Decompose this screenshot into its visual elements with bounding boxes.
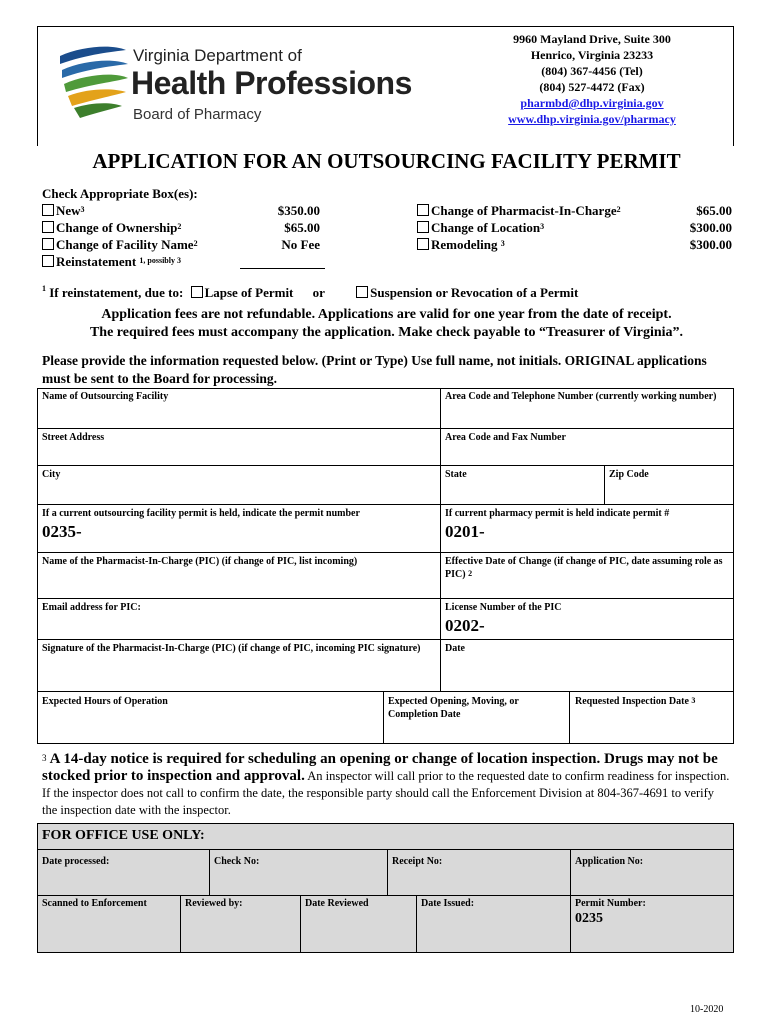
effective-date-label xyxy=(445,555,730,581)
option-change-pic-sup: 2 xyxy=(616,205,621,214)
checkbox-change-location[interactable] xyxy=(417,221,429,233)
dhp-logo-icon xyxy=(52,44,132,122)
lapse-permit-label: Lapse of Permit xyxy=(204,285,294,300)
date-label: Date xyxy=(445,643,465,654)
office-col xyxy=(416,895,417,953)
inspection-notice xyxy=(42,751,732,819)
office-divider xyxy=(37,895,734,896)
office-divider xyxy=(37,849,734,850)
notice-bold: A 14-day notice is required for scheduling an opening or change of location inspection. Drugs may not be stocked prior to inspection and approval. xyxy=(42,751,718,784)
scanned-label: Scanned to Enforcement xyxy=(42,898,147,909)
instructions: Please provide the information requested below. (Print or Type) Use full name, not initials. ORIGINAL applications must be sent to the Board for processing. xyxy=(42,353,707,386)
current-permit-label: If a current outsourcing facility permit is held, indicate the permit number xyxy=(42,508,360,519)
office-col xyxy=(180,895,181,953)
footer-version: 10-2020 xyxy=(690,1004,724,1015)
opening-date-label: Expected Opening, Moving, or Completion Date xyxy=(388,696,519,720)
opening-date-field[interactable] xyxy=(384,722,568,743)
checkbox-change-facility-name[interactable] xyxy=(42,238,54,250)
date-issued-label: Date Issued: xyxy=(421,898,475,909)
option-change-facility-name-label: Change of Facility Name xyxy=(56,237,194,252)
state-label: State xyxy=(445,469,467,480)
inspection-date-field[interactable] xyxy=(570,709,733,743)
header-address xyxy=(480,31,704,127)
option-new[interactable] xyxy=(42,202,198,219)
permit-number-value: 0235 xyxy=(575,911,603,926)
office-heading: FOR OFFICE USE ONLY: xyxy=(42,828,205,843)
hours-field[interactable] xyxy=(38,709,382,743)
tel-line: (804) 367-4456 (Tel) xyxy=(541,64,643,78)
hours-label: Expected Hours of Operation xyxy=(42,696,168,707)
fee-total-line xyxy=(240,268,325,269)
street-field[interactable] xyxy=(38,445,439,464)
option-change-ownership-sup: 2 xyxy=(177,222,182,231)
checkbox-change-pic[interactable] xyxy=(417,204,429,216)
pic-name-label: Name of the Pharmacist-In-Charge (PIC) (if change of PIC, list incoming) xyxy=(42,556,358,567)
office-col xyxy=(209,849,210,895)
pharmacy-permit-label: If current pharmacy permit is held indicate permit # xyxy=(445,508,670,519)
checkbox-change-ownership[interactable] xyxy=(42,221,54,233)
row-divider xyxy=(37,504,734,505)
page-title: APPLICATION FOR AN OUTSOURCING FACILITY PERMIT xyxy=(92,149,681,173)
zip-label: Zip Code xyxy=(609,469,649,480)
city-field[interactable] xyxy=(38,482,439,503)
row-divider xyxy=(37,639,734,640)
row-divider xyxy=(37,598,734,599)
option-change-facility-name[interactable] xyxy=(42,236,198,253)
pic-email-label: Email address for PIC: xyxy=(42,602,141,613)
date-processed-label: Date processed: xyxy=(42,856,110,867)
fee-change-location: $300.00 xyxy=(689,220,732,235)
reviewed-by-label: Reviewed by: xyxy=(185,898,243,909)
agency-line2: Health Professions xyxy=(131,65,412,101)
option-change-ownership[interactable] xyxy=(42,219,198,236)
option-change-location-sup: 3 xyxy=(540,222,545,231)
city-label: City xyxy=(42,469,61,480)
pic-name-field[interactable] xyxy=(38,570,439,597)
checkbox-reinstatement[interactable] xyxy=(42,255,54,267)
fee-remodeling: $300.00 xyxy=(689,237,732,252)
reinstatement-sup: 1 xyxy=(42,284,46,293)
email-link[interactable]: pharmbd@dhp.virginia.gov xyxy=(520,96,664,110)
effective-date-field[interactable] xyxy=(441,582,733,597)
state-field[interactable] xyxy=(441,482,603,503)
street-label: Street Address xyxy=(42,432,105,443)
option-reinstatement[interactable] xyxy=(42,253,198,270)
checkbox-remodeling[interactable] xyxy=(417,238,429,250)
reinstatement-or: or xyxy=(312,285,325,300)
option-change-pic-label: Change of Pharmacist-In-Charge xyxy=(431,203,617,218)
fax-label: Area Code and Fax Number xyxy=(445,432,566,443)
fees-note-2: The required fees must accompany the application. Make check payable to “Treasurer of Virginia”. xyxy=(89,325,684,340)
website-link[interactable]: www.dhp.virginia.gov/pharmacy xyxy=(508,112,676,126)
option-change-location[interactable] xyxy=(417,219,621,236)
office-col xyxy=(300,895,301,953)
permit-number-label: Permit Number: xyxy=(575,898,646,909)
checkbox-suspension[interactable] xyxy=(356,286,368,298)
address-line1: 9960 Mayland Drive, Suite 300 xyxy=(513,32,671,46)
notice-normal: An inspector will call prior to the requested date to confirm readiness for inspection. If the inspector does not call to confirm the date, the responsible party should call the Enforcement Division at 804-367-4691 to verify the inspection date with the inspector. xyxy=(42,769,730,817)
fee-change-facility-name: No Fee xyxy=(281,237,320,252)
option-new-label: New xyxy=(56,203,81,218)
option-reinstatement-label: Reinstatement xyxy=(56,254,137,269)
phone-field[interactable] xyxy=(441,415,733,427)
date-reviewed-label: Date Reviewed xyxy=(305,898,369,909)
inspection-date-label xyxy=(575,695,735,708)
zip-field[interactable] xyxy=(605,482,733,503)
reinstatement-prefix: If reinstatement, due to: xyxy=(49,285,184,300)
date-field[interactable] xyxy=(441,656,733,690)
office-col xyxy=(570,849,571,953)
license-number-field[interactable]: 0202- xyxy=(445,616,485,635)
fee-change-ownership: $65.00 xyxy=(284,220,320,235)
right-fees xyxy=(650,202,732,253)
office-col xyxy=(387,849,388,895)
row-divider xyxy=(37,465,734,466)
option-change-pic[interactable] xyxy=(417,202,621,219)
facility-name-field[interactable] xyxy=(38,404,439,427)
agency-line3: Board of Pharmacy xyxy=(133,106,262,123)
phone-label: Area Code and Telephone Number (currently working number) xyxy=(445,391,717,402)
address-line2: Henrico, Virginia 23233 xyxy=(530,48,654,62)
option-change-ownership-label: Change of Ownership xyxy=(56,220,178,235)
signature-field[interactable] xyxy=(38,668,439,690)
right-checklist xyxy=(417,202,621,253)
option-remodeling-sup: 3 xyxy=(500,239,505,248)
row-divider xyxy=(37,691,734,692)
fee-change-pic: $65.00 xyxy=(696,203,732,218)
check-heading: Check Appropriate Box(es): xyxy=(42,186,198,201)
effective-date-sup: 2 xyxy=(468,569,473,578)
suspension-label: Suspension or Revocation of a Permit xyxy=(370,285,579,300)
inspection-date-sup: 3 xyxy=(691,696,696,705)
pic-email-field[interactable] xyxy=(38,615,439,638)
fees-note-1: Application fees are not refundable. Applications are valid for one year from the date of receipt. xyxy=(101,307,672,322)
col-divider xyxy=(440,388,441,691)
agency-line1: Virginia Department of xyxy=(133,46,302,65)
option-remodeling[interactable] xyxy=(417,236,621,253)
signature-label: Signature of the Pharmacist-In-Charge (PIC) (if change of PIC, incoming PIC signature) xyxy=(42,643,421,654)
facility-name-label: Name of Outsourcing Facility xyxy=(42,391,169,402)
left-checklist xyxy=(42,202,198,270)
fee-new: $350.00 xyxy=(277,203,320,218)
check-no-label: Check No: xyxy=(214,856,260,867)
option-change-facility-name-sup: 2 xyxy=(193,239,198,248)
checkbox-lapse-permit[interactable] xyxy=(191,286,203,298)
fax-field[interactable] xyxy=(441,445,733,464)
option-new-sup: 3 xyxy=(80,205,85,214)
checkbox-new[interactable] xyxy=(42,204,54,216)
pharmacy-permit-field[interactable]: 0201- xyxy=(445,522,485,541)
row-divider xyxy=(37,552,734,553)
notice-sup: 3 xyxy=(42,753,47,763)
effective-date-text: Effective Date of Change (if change of PIC, date assuming role as PIC) xyxy=(445,556,723,580)
option-reinstatement-sup: 1, possibly 3 xyxy=(139,256,181,265)
option-change-location-label: Change of Location xyxy=(431,220,541,235)
left-fees xyxy=(240,202,320,253)
reinstatement-line xyxy=(42,285,578,301)
row-divider xyxy=(37,428,734,429)
application-no-label: Application No: xyxy=(575,856,644,867)
inspection-date-text: Requested Inspection Date xyxy=(575,696,689,707)
license-number-label: License Number of the PIC xyxy=(445,602,562,613)
receipt-no-label: Receipt No: xyxy=(392,856,443,867)
option-remodeling-label: Remodeling xyxy=(431,237,498,252)
current-permit-field[interactable]: 0235- xyxy=(42,522,82,541)
fax-line: (804) 527-4472 (Fax) xyxy=(539,80,645,94)
